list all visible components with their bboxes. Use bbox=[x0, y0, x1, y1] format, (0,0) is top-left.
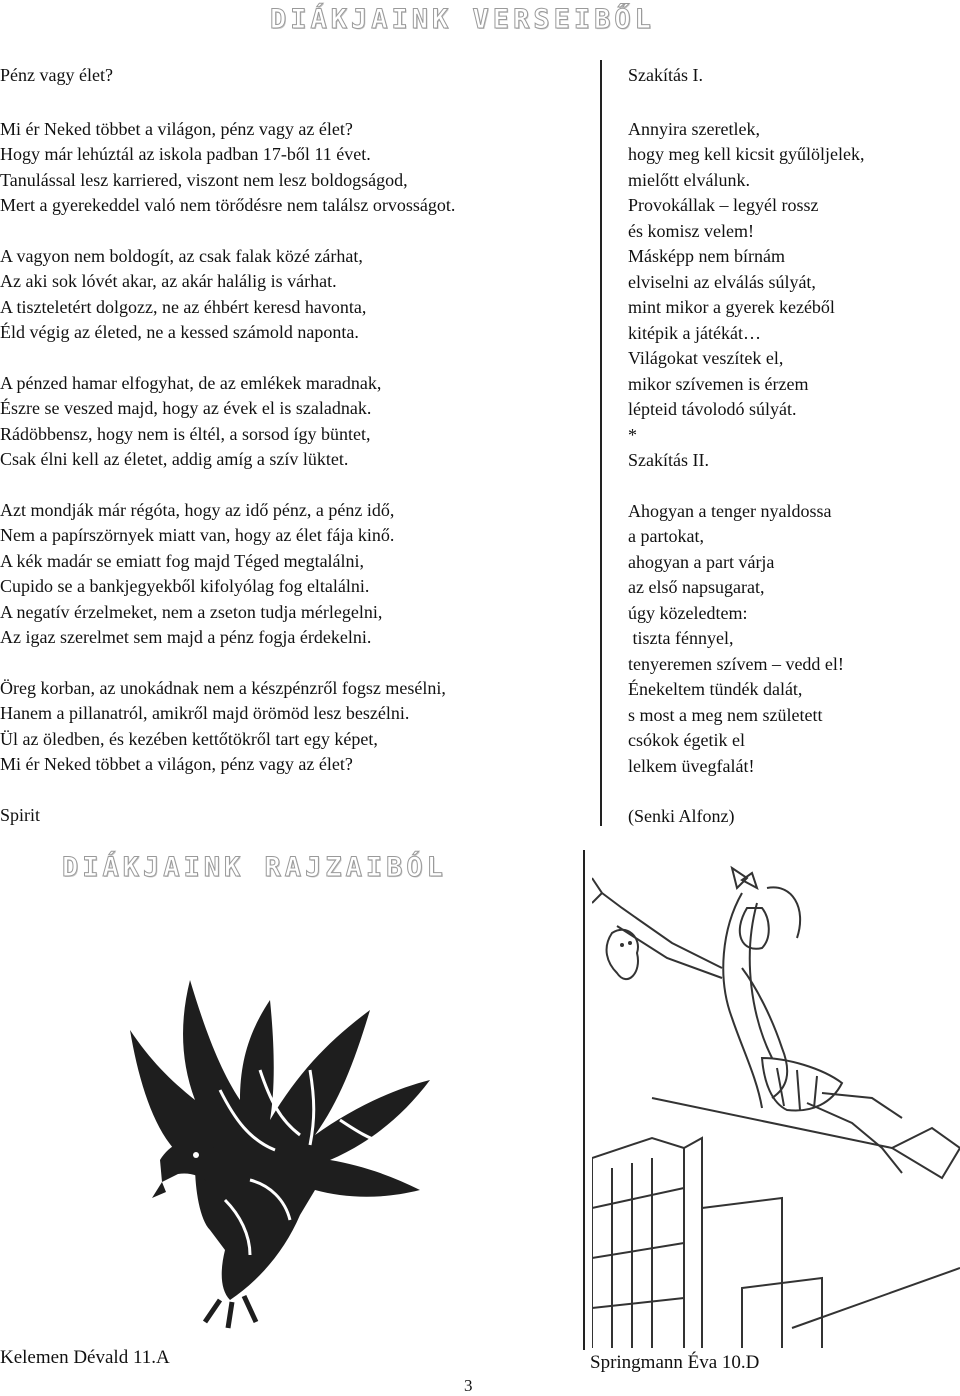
section-title-verses: DIÁKJAINK VERSEIBŐL bbox=[270, 4, 655, 35]
eagle-caption: Kelemen Dévald 11.A bbox=[0, 1347, 170, 1368]
poem-line: Az aki sok lóvét akar, az akár halálig is várhat. bbox=[0, 271, 337, 291]
poem-money-or-life bbox=[0, 63, 590, 828]
poem-line: Másképp nem bírnám bbox=[628, 246, 785, 266]
poem-author: (Senki Alfonz) bbox=[628, 806, 735, 826]
poem-line: mint mikor a gyerek kezéből bbox=[628, 297, 835, 317]
poem-line: Öreg korban, az unokádnak nem a készpénzről fogsz mesélni, bbox=[0, 677, 446, 698]
poem-line: Provokállak – legyél rossz bbox=[628, 195, 819, 215]
poem-line: Nem a papírszörnyek miatt van, hogy az élet fája kinő. bbox=[0, 525, 395, 545]
poem-line: Csak élni kell az életet, addig amíg a szív lüktet. bbox=[0, 449, 349, 469]
page-number: 3 bbox=[464, 1376, 473, 1395]
girl-caption: Springmann Éva 10.D bbox=[590, 1352, 760, 1373]
poem-line: hogy meg kell kicsit gyűlöljelek, bbox=[628, 144, 865, 164]
poem-breakup bbox=[628, 63, 958, 830]
poem-line: Észre se veszed majd, hogy az évek el is szaladnak. bbox=[0, 398, 372, 418]
poem-line: Mi ér Neked többet a világon, pénz vagy az élet? bbox=[0, 118, 353, 139]
column-divider bbox=[600, 60, 602, 826]
poem-line: csókok égetik el bbox=[628, 730, 745, 750]
poem-line: ahogyan a part várja bbox=[628, 551, 775, 572]
poem-line: Cupido se a bankjegyekből kifolyólag fog eltalálni. bbox=[0, 576, 370, 596]
poem-line: Annyira szeretlek, bbox=[628, 118, 760, 139]
poem-line: mikor szívemen is érzem bbox=[628, 373, 809, 394]
eagle-drawing bbox=[100, 950, 480, 1330]
section-title-drawings: DIÁKJAINK RAJZAIBÓL bbox=[62, 852, 447, 883]
poem-line: A vagyon nem boldogít, az csak falak közé zárhat, bbox=[0, 245, 363, 266]
poem-line: Éld végig az életed, ne a kessed számold naponta. bbox=[0, 322, 359, 342]
column-divider bbox=[583, 850, 585, 1350]
poem-title: Szakítás I. bbox=[628, 65, 703, 85]
poem-line: Hogy már lehúztál az iskola padban 17-ből 11 évet. bbox=[0, 144, 371, 164]
poem-separator: * bbox=[628, 424, 637, 445]
poem-line: A tiszteletért dolgozz, ne az éhbért keresd havonta, bbox=[0, 296, 367, 317]
poem-line: Tanulással lesz karriered, viszont nem lesz boldogságod, bbox=[0, 169, 408, 190]
poem-line: Mert a gyerekeddel való nem törődésre nem találsz orvosságot. bbox=[0, 195, 456, 215]
poem-title: Pénz vagy élet? bbox=[0, 65, 113, 85]
poem-line: tenyeremen szívem – vedd el! bbox=[628, 653, 844, 674]
poem-author: Spirit bbox=[0, 804, 41, 825]
poem-line: A pénzed hamar elfogyhat, de az emlékek maradnak, bbox=[0, 372, 382, 393]
poem-line: Világokat veszítek el, bbox=[628, 348, 784, 368]
poem-line: kitépik a játékát… bbox=[628, 322, 761, 343]
poem-line: tiszta fénnyel, bbox=[628, 628, 734, 648]
poem-line: lelkem üvegfalát! bbox=[628, 755, 755, 776]
poem-line: A kék madár se emiatt fog majd Téged megtalálni, bbox=[0, 550, 365, 571]
poem-line: Rádöbbensz, hogy nem is éltél, a sorsod így büntet, bbox=[0, 423, 371, 444]
poem-line: Ül az öledben, és kezében kettőtökről tart egy képet, bbox=[0, 728, 378, 749]
poem-line: az első napsugarat, bbox=[628, 577, 765, 597]
poem-line: Hanem a pillanatról, amikről majd örömöd lesz beszélni. bbox=[0, 703, 410, 723]
poem-line: Énekeltem tündék dalát, bbox=[628, 679, 803, 699]
poem-line: Mi ér Neked többet a világon, pénz vagy az élet? bbox=[0, 754, 353, 774]
poem-title: Szakítás II. bbox=[628, 450, 709, 470]
poem-line: és komisz velem! bbox=[628, 220, 754, 241]
poem-line: mielőtt elválunk. bbox=[628, 169, 750, 190]
poem-line: A negatív érzelmeket, nem a zseton tudja mérlegelni, bbox=[0, 601, 383, 622]
poem-line: a partokat, bbox=[628, 526, 704, 546]
flying-girl-drawing bbox=[592, 848, 960, 1348]
poem-line: elviselni az elválás súlyát, bbox=[628, 271, 816, 292]
poem-line: Ahogyan a tenger nyaldossa bbox=[628, 500, 832, 521]
poem-line: lépteid távolodó súlyát. bbox=[628, 399, 797, 419]
poem-line: s most a meg nem született bbox=[628, 704, 823, 725]
poem-line: Azt mondják már régóta, hogy az idő pénz, a pénz idő, bbox=[0, 499, 395, 520]
poem-line: úgy közeledtem: bbox=[628, 602, 748, 623]
poem-line: Az igaz szerelmet sem majd a pénz fogja érdekelni. bbox=[0, 627, 372, 647]
